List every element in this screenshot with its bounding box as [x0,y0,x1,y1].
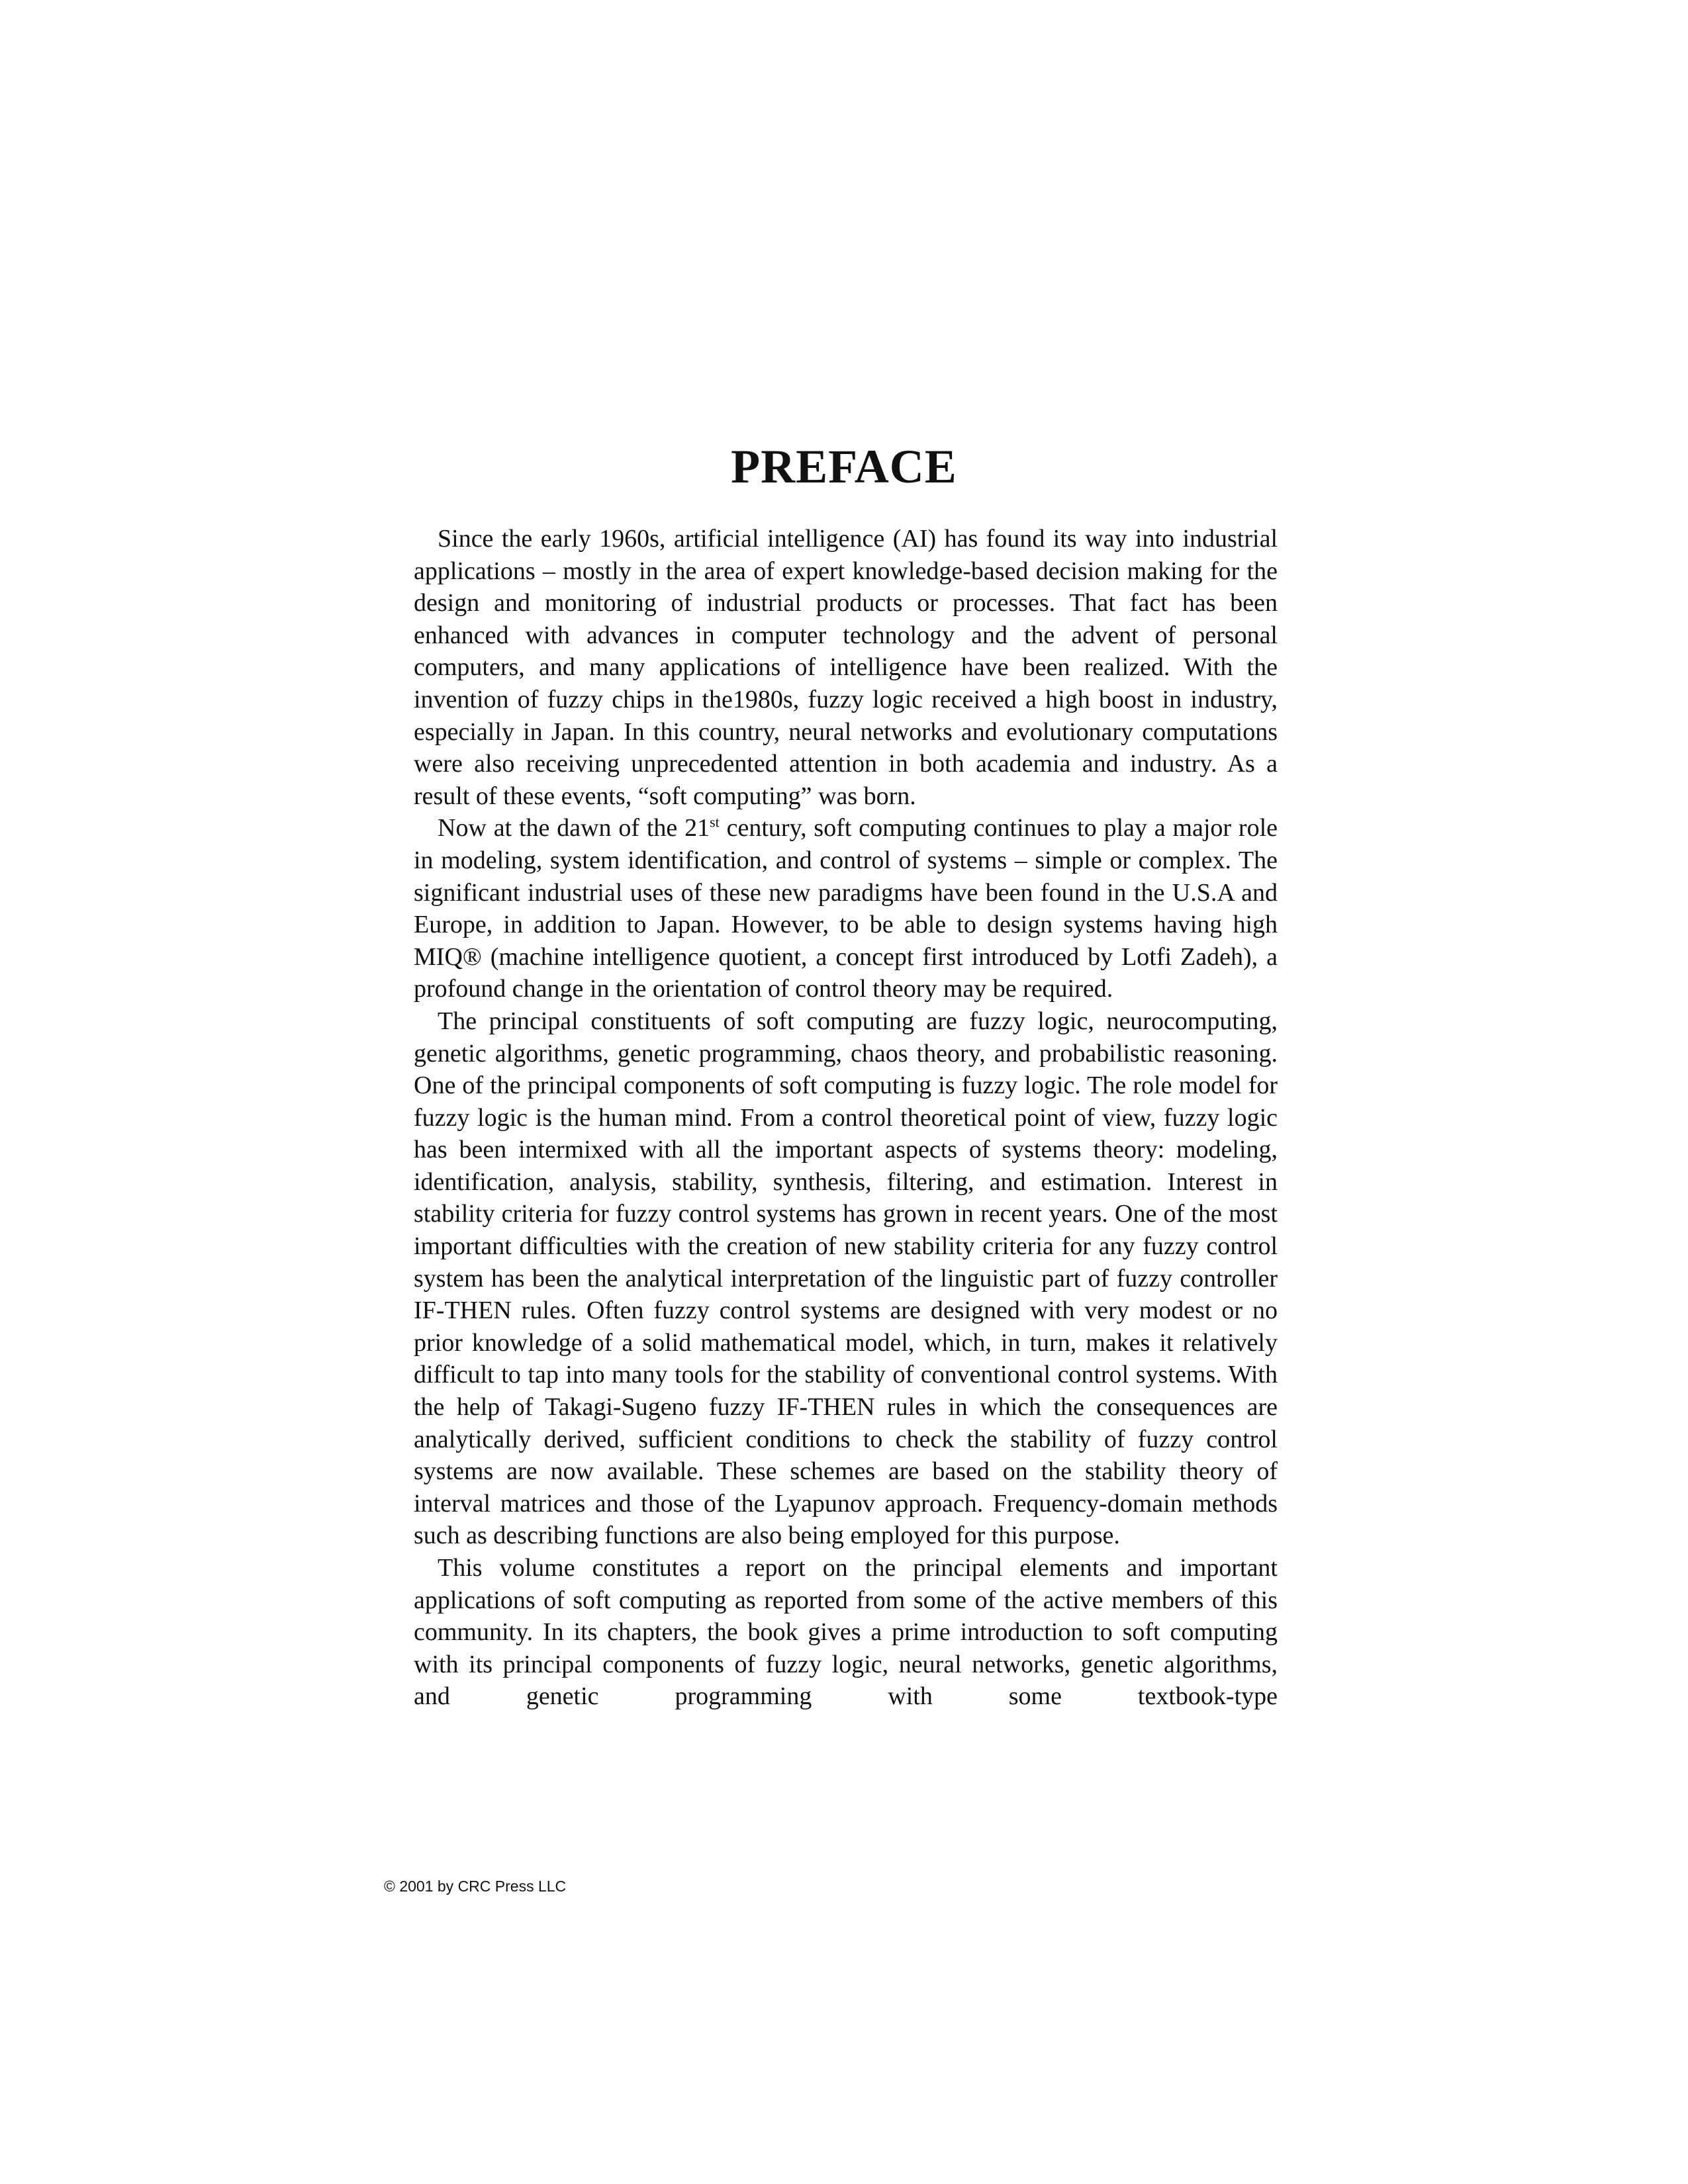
ordinal-superscript: st [710,813,720,831]
paragraph-3: The principal constituents of soft computing are fuzzy logic, neurocomputing, genetic algorithms, genetic programming, chaos theory, and probabilistic reasoning. One of the principal components of soft computing is fuzzy logic. The role model for fuzzy logic is the human mind. From a control theoretical point of view, fuzzy logic has been intermixed with all the important aspects of systems theory: modeling, identification, analysis, stability, synthesis, filtering, and estimation. Interest in stability criteria for fuzzy control systems has grown in recent years. One of the most important difficulties with the creation of new stability criteria for any fuzzy control system has been the analytical interpretation of the linguistic part of fuzzy controller IF-THEN rules. Often fuzzy control systems are designed with very modest or no prior knowledge of a solid mathematical model, which, in turn, makes it relatively difficult to tap into many tools for the stability of conventional control systems. With the help of Takagi-Sugeno fuzzy IF-THEN rules in which the consequences are analytically derived, sufficient conditions to check the stability of fuzzy control systems are now available. These schemes are based on the stability theory of interval matrices and those of the Lyapunov approach. Frequency-domain methods such as describing functions are also being employed for this purpose. [414,1007,1278,1550]
preface-body [414,523,1278,1713]
page-title: PREFACE [731,440,957,493]
paragraph-2-rest: century, soft computing continues to play a major role in modeling, system identification, and control of systems – simple or complex. The significant industrial uses of these new paradigms have been found in the U.S.A and Europe, in addition to Japan. However, to be able to design systems having high MIQ® (machine intelligence quotient, a concept first introduced by Lotfi Zadeh), a profound change in the orientation of control theory may be required. [414,814,1278,1003]
copyright-footer: © 2001 by CRC Press LLC [384,1878,567,1895]
paragraph-1: Since the early 1960s, artificial intelligence (AI) has found its way into industrial applications – mostly in the area of expert knowledge-based decision making for the design and monitoring of industrial products or processes. That fact has been enhanced with advances in computer technology and the advent of personal computers, and many applications of intelligence have been realized. With the invention of fuzzy chips in the1980s, fuzzy logic received a high boost in industry, especially in Japan. In this country, neural networks and evolutionary computations were also receiving unprecedented attention in both academia and industry. As a result of these events, “soft computing” was born. [414,525,1278,810]
paragraph-4: This volume constitutes a report on the principal elements and important applications of soft computing as reported from some of the active members of this community. In its chapters, the book gives a prime introduction to soft computing with its principal components of fuzzy logic, neural networks, genetic algorithms, and genetic programming with some textbook-type [414,1554,1278,1711]
paragraph-2-start: Now at the dawn of the 21 [438,814,710,842]
paragraph-2 [414,812,1278,1005]
